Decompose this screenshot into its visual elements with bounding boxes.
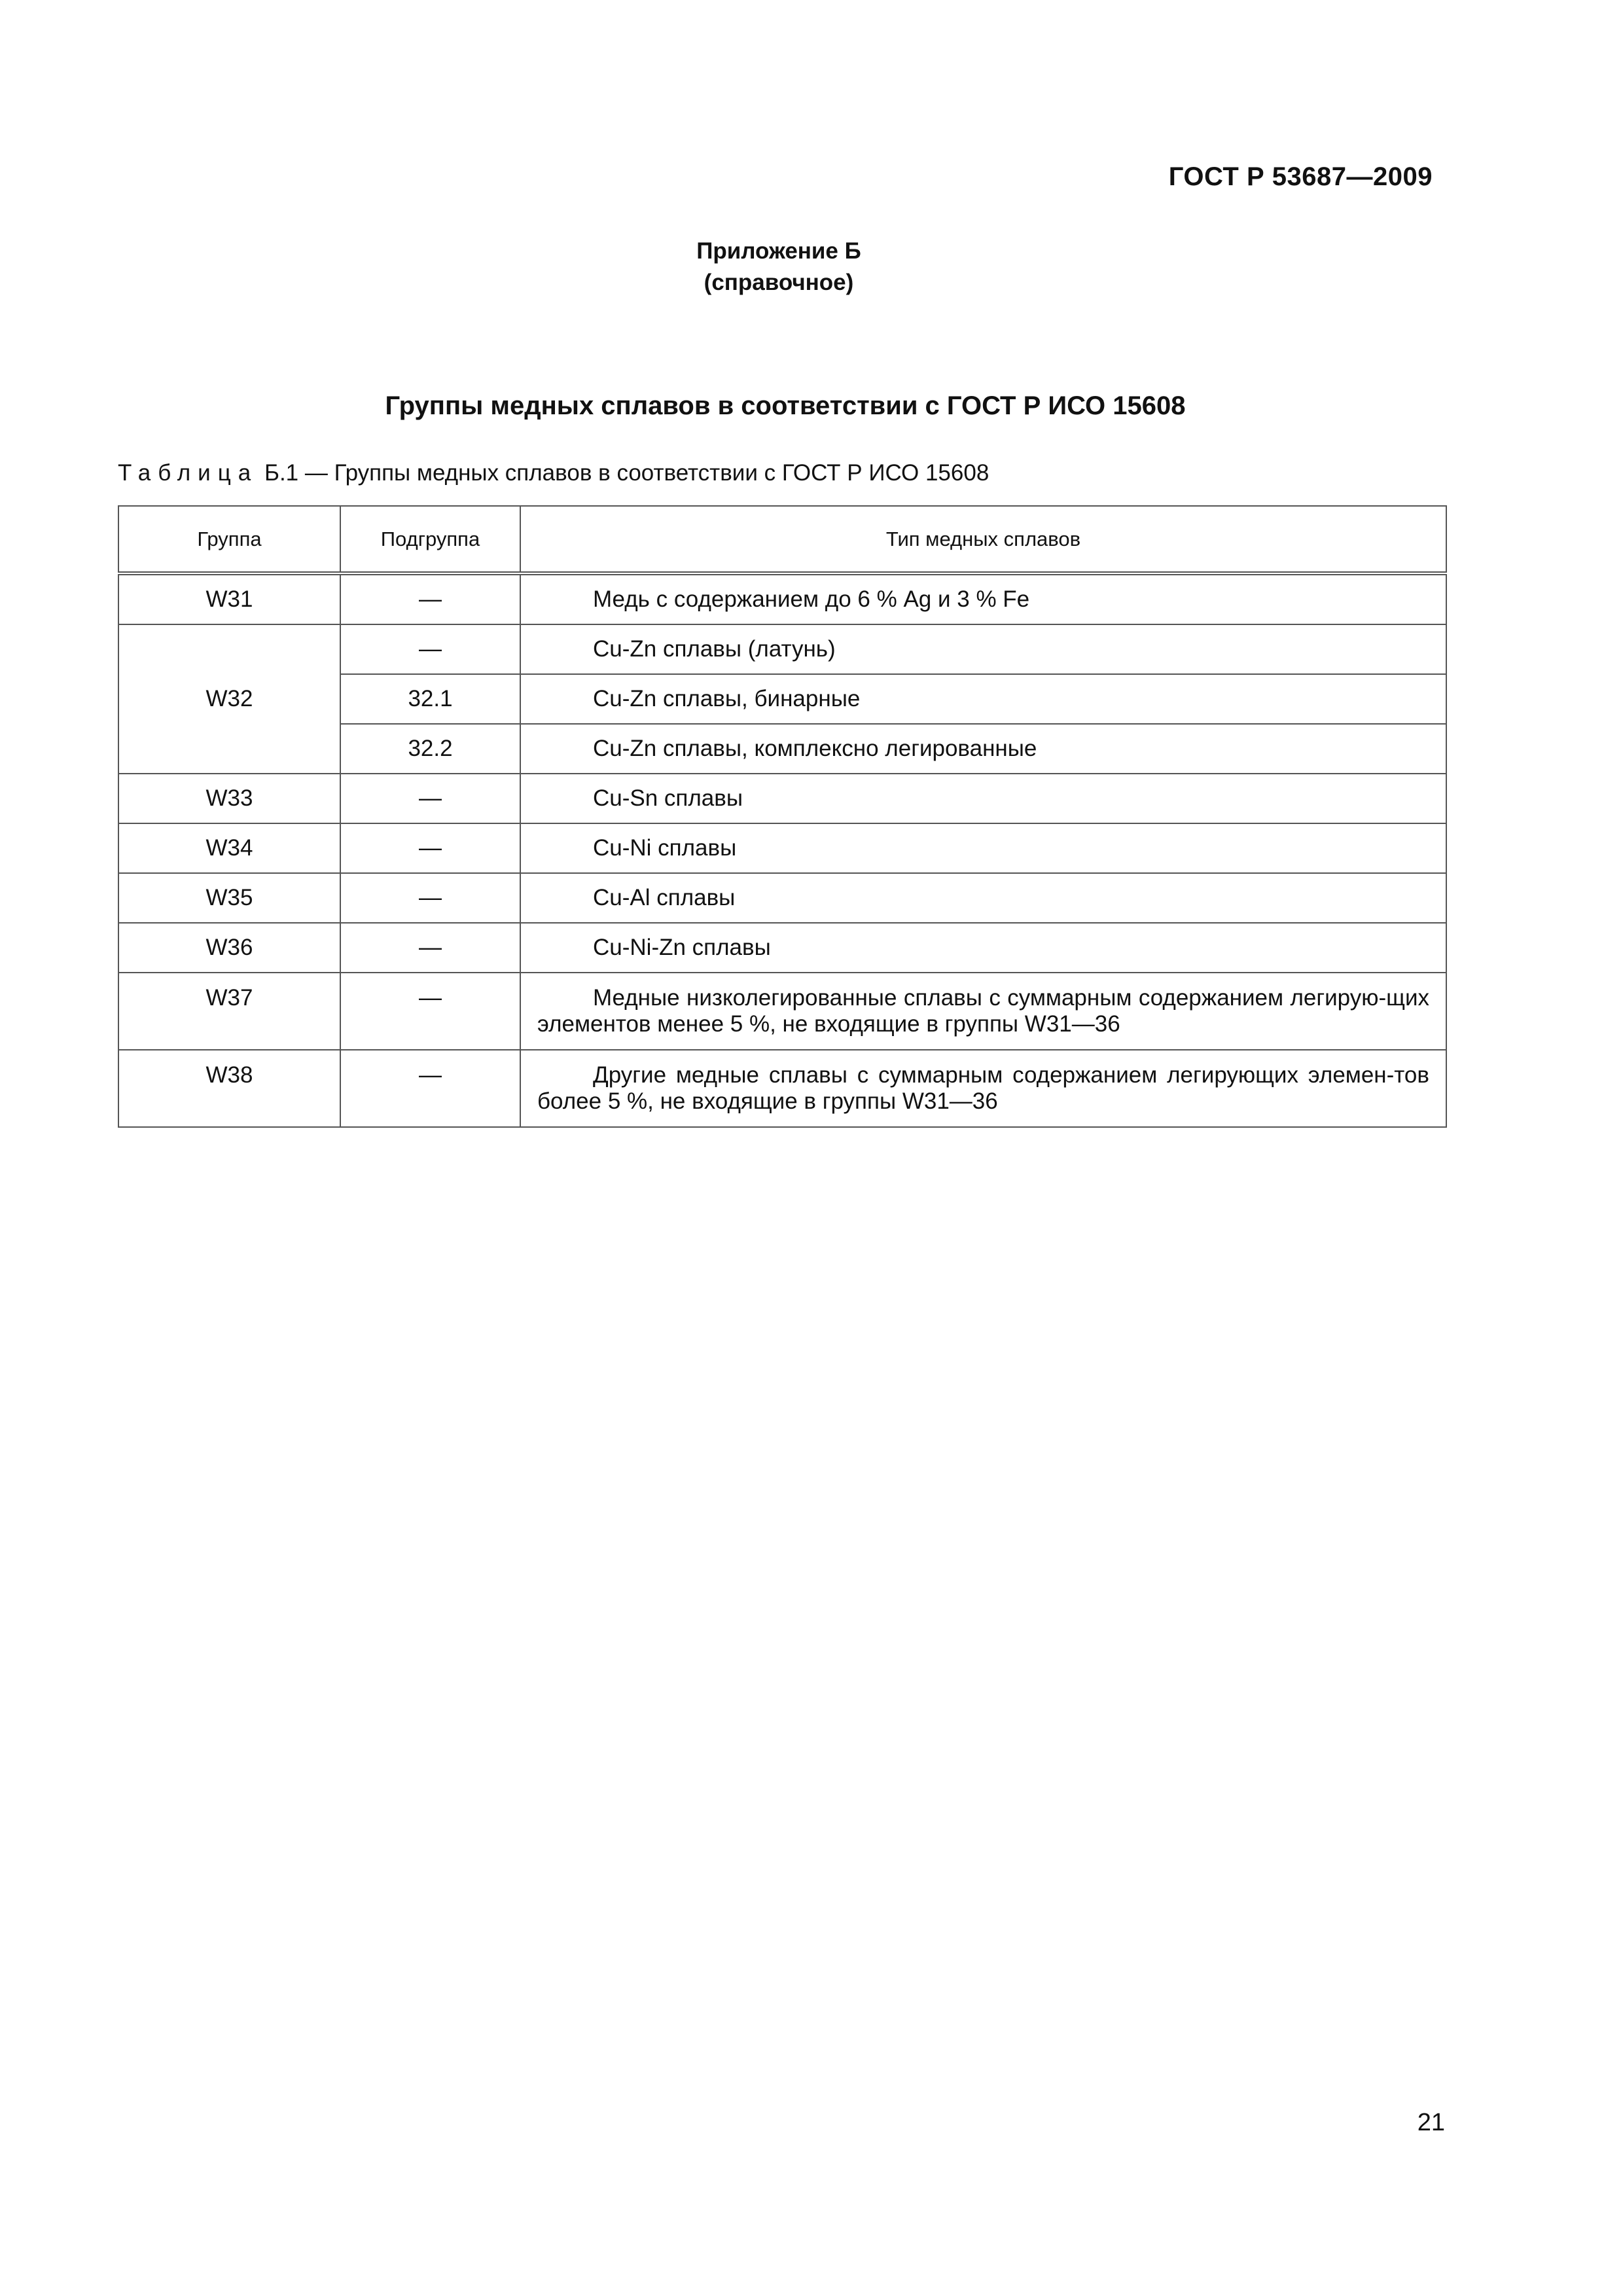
alloy-type-cell: Медь с содержанием до 6 % Ag и 3 % Fe <box>520 573 1446 624</box>
table-caption-prefix: Таблица <box>118 460 259 486</box>
table-row <box>118 624 1446 674</box>
document-number: ГОСТ Р 53687—2009 <box>1168 162 1433 191</box>
subgroup-cell: — <box>340 873 520 923</box>
appendix-title: Приложение Б <box>696 238 861 264</box>
alloy-type-cell: Медные низколегированные сплавы с суммарным содержанием легирую-щих элементов менее 5 %, не входящие в группы W31—36 <box>520 973 1446 1050</box>
alloy-type-cell: Cu-Zn сплавы, бинарные <box>520 674 1446 724</box>
group-cell: W33 <box>118 774 340 823</box>
column-header-group: Группа <box>118 506 340 573</box>
group-cell: W34 <box>118 823 340 873</box>
alloy-type-cell: Cu-Ni-Zn сплавы <box>520 923 1446 973</box>
group-cell: W32 <box>118 624 340 774</box>
table-row <box>118 774 1446 823</box>
alloy-type-cell: Cu-Sn сплавы <box>520 774 1446 823</box>
alloy-type-cell: Cu-Ni сплавы <box>520 823 1446 873</box>
table-row <box>118 1050 1446 1127</box>
table-header-row <box>118 506 1446 573</box>
appendix-subtitle: (справочное) <box>704 270 854 295</box>
table-row <box>118 873 1446 923</box>
group-cell: W36 <box>118 923 340 973</box>
alloy-type-cell: Cu-Al сплавы <box>520 873 1446 923</box>
group-cell: W37 <box>118 973 340 1050</box>
subgroup-cell: — <box>340 1050 520 1127</box>
alloy-type-cell: Cu-Zn сплавы, комплексно легированные <box>520 724 1446 774</box>
subgroup-cell: 32.1 <box>340 674 520 724</box>
appendix-heading <box>0 236 1558 298</box>
table-row <box>118 823 1446 873</box>
table-row <box>118 923 1446 973</box>
subgroup-cell: — <box>340 973 520 1050</box>
column-header-subgroup: Подгруппа <box>340 506 520 573</box>
table-caption <box>118 460 989 486</box>
group-cell: W38 <box>118 1050 340 1127</box>
alloy-type-cell: Другие медные сплавы с суммарным содержанием легирующих элемен-тов более 5 %, не входящие в группы W31—36 <box>520 1050 1446 1127</box>
subgroup-cell: — <box>340 573 520 624</box>
alloy-groups-table <box>118 505 1447 1128</box>
table-row <box>118 573 1446 624</box>
subgroup-cell: — <box>340 923 520 973</box>
group-cell: W35 <box>118 873 340 923</box>
page-number: 21 <box>1417 2109 1445 2136</box>
section-title: Группы медных сплавов в соответствии с ГОСТ Р ИСО 15608 <box>385 391 1186 420</box>
alloy-type-cell: Cu-Zn сплавы (латунь) <box>520 624 1446 674</box>
group-cell: W31 <box>118 573 340 624</box>
table-caption-text: Б.1 — Группы медных сплавов в соответствии с ГОСТ Р ИСО 15608 <box>264 460 990 486</box>
table-row <box>118 973 1446 1050</box>
subgroup-cell: — <box>340 774 520 823</box>
column-header-type: Тип медных сплавов <box>520 506 1446 573</box>
subgroup-cell: 32.2 <box>340 724 520 774</box>
subgroup-cell: — <box>340 624 520 674</box>
subgroup-cell: — <box>340 823 520 873</box>
